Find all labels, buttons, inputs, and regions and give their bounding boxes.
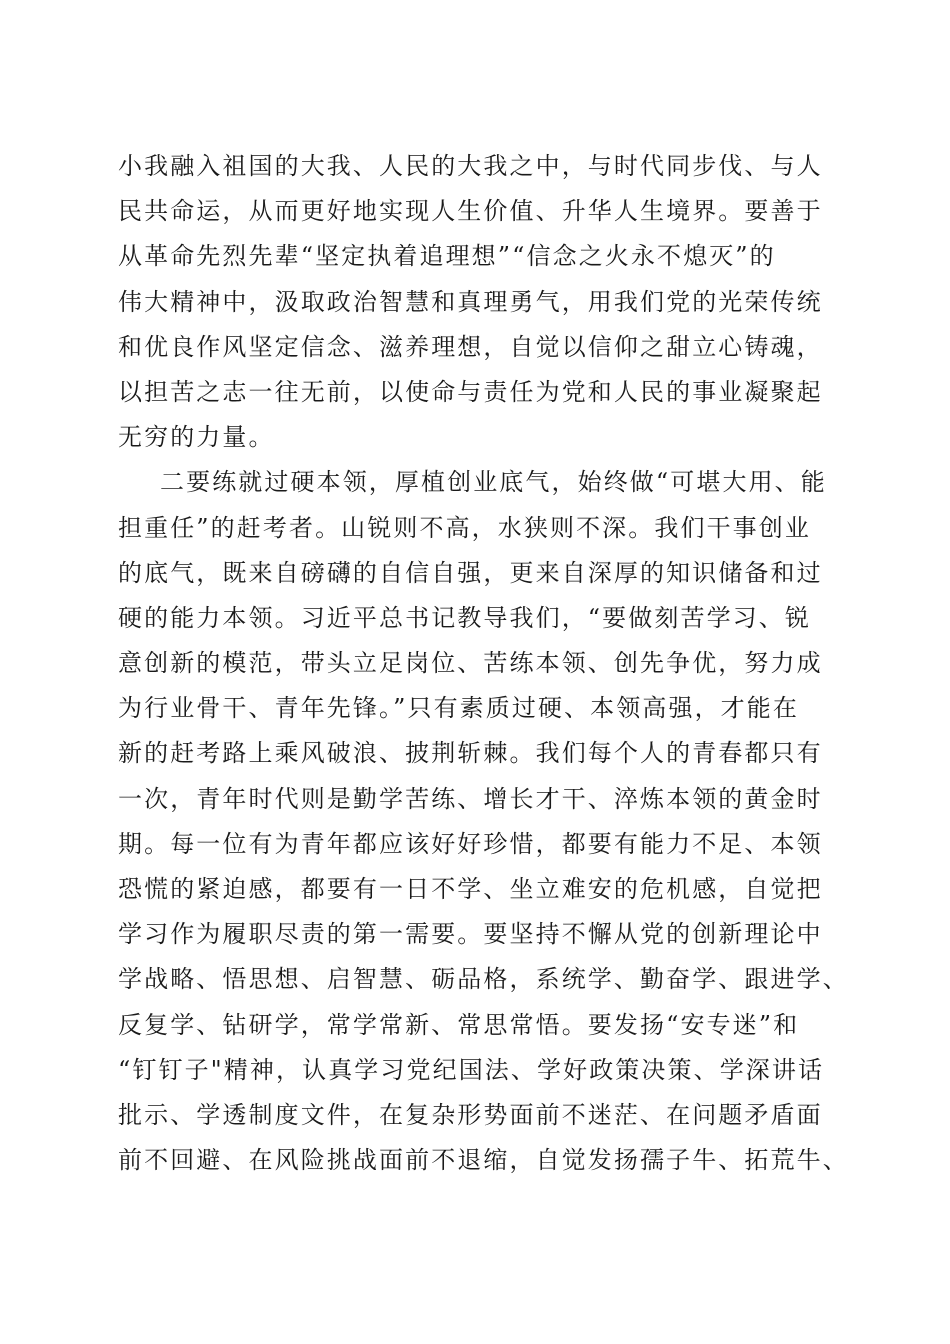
text-line: 以担苦之志一往无前，以使命与责任为党和人民的事业凝聚起	[118, 377, 823, 406]
text-line: 伟大精神中，汲取政治智慧和真理勇气，用我们党的光荣传统	[118, 287, 823, 316]
text-line: 期。每一位有为青年都应该好好珍惜，都要有能力不足、本领	[118, 829, 823, 858]
text-line: 学习作为履职尽责的第一需要。要坚持不懈从党的创新理论中	[118, 920, 823, 949]
text-line: 担重任”的赶考者。山锐则不高，水狭则不深。我们干事创业	[118, 513, 811, 542]
text-line: 意创新的模范，带头立足岗位、苦练本领、创先争优，努力成	[118, 649, 823, 678]
text-line: “钉钉子"精神，认真学习党纪国法、学好政策决策、学深讲话	[118, 1055, 825, 1084]
text-line: 民共命运，从而更好地实现人生价值、升华人生境界。要善于	[118, 197, 823, 226]
text-line: 恐慌的紧迫感，都要有一日不学、坐立难安的危机感，自觉把	[118, 875, 823, 903]
text-line: 学战略、悟思想、启智慧、砺品格，系统学、勤奋学、跟进学、	[118, 965, 849, 994]
text-line: 批示、学透制度文件，在复杂形势面前不迷茫、在问题矛盾面	[118, 1100, 823, 1129]
text-line: 和优良作风坚定信念、滋养理想，自觉以信仰之甜立心铸魂，	[118, 332, 823, 361]
text-line: 新的赶考路上乘风破浪、披荆斩棘。我们每个人的青春都只有	[118, 739, 823, 768]
text-line: 硬的能力本领。习近平总书记教导我们，“要做刻苦学习、锐	[118, 603, 811, 632]
body-text	[118, 144, 849, 1183]
text-line: 反复学、钻研学，常学常新、常思常悟。要发扬“安专迷”和	[118, 1010, 800, 1039]
text-line: 前不回避、在风险挑战面前不退缩，自觉发扬孺子牛、拓荒牛、	[118, 1146, 849, 1175]
paragraph-start-line: 二要练就过硬本领，厚植创业底气，始终做“可堪大用、能	[160, 468, 827, 497]
text-line: 的底气，既来自磅礴的自信自强，更来自深厚的知识储备和过	[118, 558, 823, 587]
text-line: 从革命先烈先辈“坚定执着追理想”“信念之火永不熄灭”的	[118, 242, 776, 271]
text-line: 小我融入祖国的大我、人民的大我之中，与时代同步伐、与人	[118, 152, 823, 180]
text-line: 为行业骨干、青年先锋。”只有素质过硬、本领高强，才能在	[118, 694, 799, 723]
text-line: 一次，青年时代则是勤学苦练、增长才干、淬炼本领的黄金时	[118, 784, 823, 813]
text-line: 无穷的力量。	[118, 423, 275, 452]
